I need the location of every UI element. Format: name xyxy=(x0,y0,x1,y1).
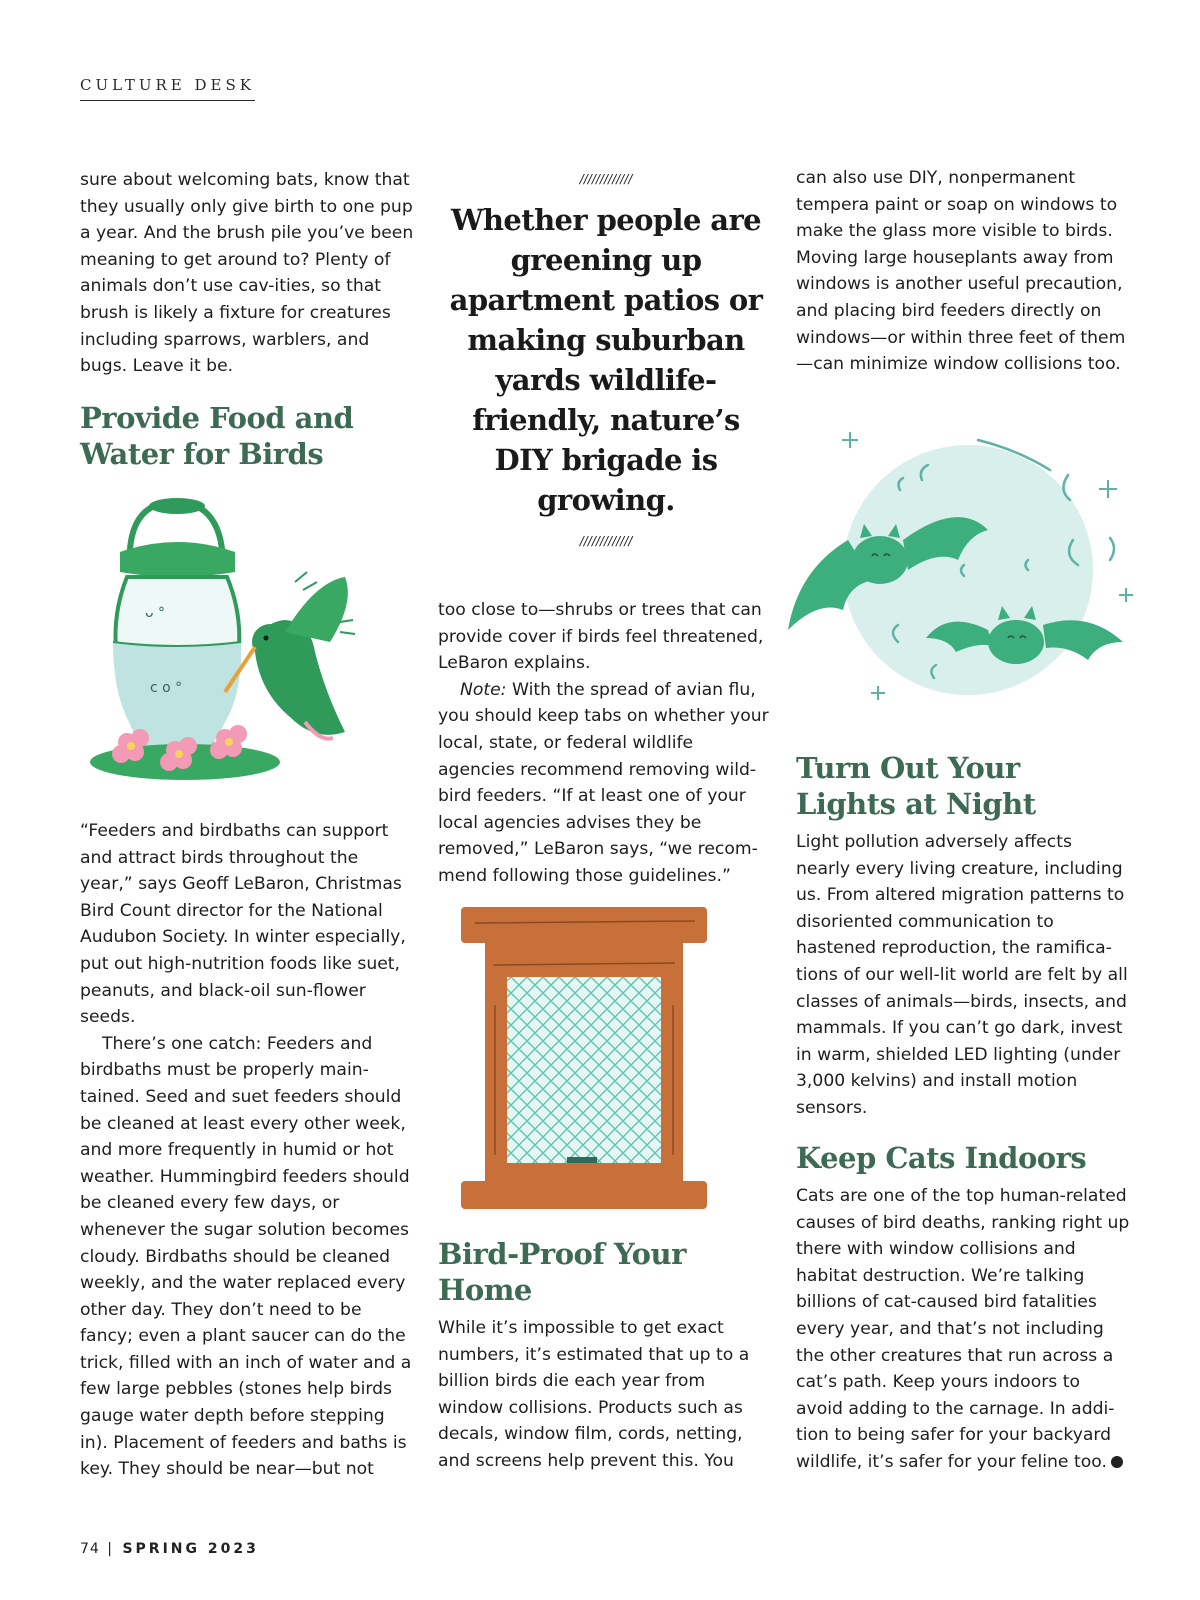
body-paragraph: sure about welcoming bats, know that they usually only give birth to one pup a year. And the brush pile you’ve been meaning to get around to? Plenty of animals don’t use cav-ities, so that brush is likely a fixture for creatures including sparrows, warblers, and bugs. Leave it be. xyxy=(80,170,414,377)
body-paragraph: can also use DIY, nonpermanent tempera paint or soap on windows to make the glass more visible to birds. Moving large houseplants away from windows is another useful precaution, and placing bird feeders directly on windows—or within three feet of them—can minimize window collisions too. xyxy=(796,168,1126,375)
pull-quote-rule-top: ///////////// xyxy=(579,172,633,186)
body-paragraph: too close to—shrubs or trees that can provide cover if birds feel threatened, LeBaron explains. xyxy=(438,600,764,674)
heading-cats: Keep Cats Indoors xyxy=(796,1141,1087,1175)
svg-text:c o °: c o ° xyxy=(150,680,183,696)
heading-bird-proof: Bird-Proof Your Home xyxy=(438,1237,686,1307)
pull-quote-rule-bottom: ///////////// xyxy=(579,534,633,548)
column-2-cover xyxy=(438,597,773,890)
body-paragraph xyxy=(796,1183,1131,1476)
window-screen-illustration xyxy=(455,905,715,1215)
page-footer xyxy=(80,1541,259,1557)
body-paragraph xyxy=(438,677,773,890)
pull-quote xyxy=(446,172,766,548)
column-2-home xyxy=(438,1315,773,1475)
body-paragraph: There’s one catch: Feeders and birdbaths must be properly main-tained. Seed and suet feeders should be cleaned at least every other week, and more frequently in humid or hot weather. Hummingbird feeders should be cleaned every few days, or whenever the sugar solution becomes cloudy. Birdbaths should be cleaned weekly, and the water replaced every other day. They don’t need to be fancy; even a plant saucer can do the trick, filled with an inch of water and a few large pebbles (stones help birds gauge water depth before stepping in). Placement of feeders and baths is key. They should be near—but not xyxy=(80,1033,412,1480)
body-paragraph: “Feeders and birdbaths can support and attract birds throughout the year,” says Geoff LeBaron, Christmas Bird Count director for the National Audubon Society. In winter especially, put out high-nutrition foods like suet, peanuts, and black-oil sun-flower seeds. xyxy=(80,821,406,1028)
cats-text: Cats are one of the top human-related causes of bird deaths, ranking right up there with window collisions and habitat destruction. We’re talking billions of cat-caused bird fatalities every year, and that’s not including the other creatures that run across a cat’s path. Keep yours indoors to avoid adding to the carnage. In addi-tion to being safer for your backyard wildlife, it’s safer for your feline too. xyxy=(796,1186,1130,1472)
column-1-intro xyxy=(80,167,415,380)
note-lead: Note: xyxy=(460,679,507,700)
hummingbird-feeder-illustration xyxy=(85,492,385,792)
body-paragraph: Light pollution adversely affects nearly every living creature, including us. From altered migration patterns to disoriented communication to hastened reproduction, the ramifica-tions of our well-lit world are felt by all classes of animals—birds, insects, and mammals. If you can’t go dark, invest in warm, shielded LED lighting (under 3,000 kelvins) and install motion sensors. xyxy=(796,832,1128,1118)
end-mark-icon xyxy=(1111,1456,1123,1468)
pull-quote-text: Whether people are greening up apartment patios or making suburban yards wildlife-friendly, nature’s DIY brigade is growing. xyxy=(449,203,763,517)
column-3-cats xyxy=(796,1183,1131,1476)
section-label: CULTURE DESK xyxy=(80,76,255,101)
issue-label: SPRING 2023 xyxy=(122,1541,259,1557)
heading-lights: Turn Out Your Lights at Night xyxy=(796,751,1036,821)
note-text: With the spread of avian flu, you should keep tabs on whether your local, state, or federal wildlife agencies recommend removing wild-bird feeders. “If at least one of your local agencies advises they be removed,” LeBaron says, “we recom-mend following those guidelines.” xyxy=(438,679,769,886)
heading-provide-food: Provide Food and Water for Birds xyxy=(80,401,354,471)
body-paragraph: While it’s impossible to get exact numbers, it’s estimated that up to a billion birds die each year from window collisions. Products such as decals, window film, cords, netting, and screens help prevent this. You xyxy=(438,1318,750,1471)
column-3-windows xyxy=(796,165,1131,378)
bats-moon-illustration xyxy=(788,420,1148,730)
footer-separator: | xyxy=(107,1541,115,1557)
column-1-feeders xyxy=(80,818,415,1483)
svg-text:ᴗ °: ᴗ ° xyxy=(145,605,166,621)
column-3-lights xyxy=(796,829,1131,1122)
page-number: 74 xyxy=(80,1541,100,1557)
